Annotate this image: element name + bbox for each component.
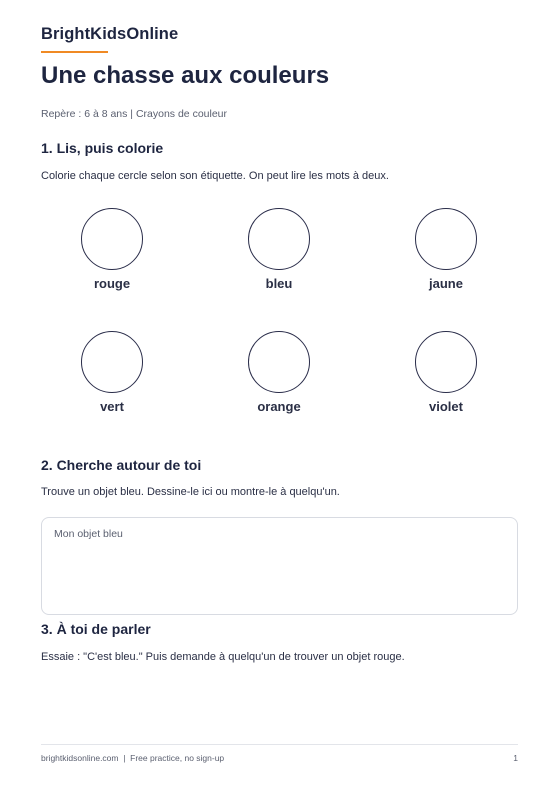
section-2-instructions: Trouve un objet bleu. Dessine-le ici ou montre-le à quelqu'un. <box>41 486 340 498</box>
color-circle-item <box>52 208 172 308</box>
footer-divider <box>41 744 518 745</box>
coloring-circle[interactable] <box>81 208 143 270</box>
circle-label: bleu <box>265 276 293 291</box>
color-circle-item <box>52 331 172 431</box>
coloring-circle[interactable] <box>248 331 310 393</box>
circle-label: vert <box>100 399 124 414</box>
circle-label: violet <box>429 399 463 414</box>
section-1-title: 1. Lis, puis colorie <box>41 140 164 156</box>
coloring-circle[interactable] <box>248 208 310 270</box>
section-3-instructions: Essaie : "C'est bleu." Puis demande à quelqu'un de trouver un objet rouge. <box>41 651 405 663</box>
page-meta: Repère : 6 à 8 ans | Crayons de couleur <box>41 108 228 120</box>
answer-box-label: Mon objet bleu <box>54 528 123 540</box>
section-2-title: 2. Cherche autour de toi <box>41 457 202 473</box>
drawing-answer-box[interactable] <box>41 517 518 615</box>
brand-accent-rule <box>41 51 108 53</box>
page-title: Une chasse aux couleurs <box>41 62 330 89</box>
coloring-circle[interactable] <box>415 208 477 270</box>
color-circle-item <box>219 208 339 308</box>
section-3-title: 3. À toi de parler <box>41 621 151 637</box>
page-number: 1 <box>513 753 518 763</box>
coloring-circle[interactable] <box>415 331 477 393</box>
color-circle-item <box>386 331 506 431</box>
color-circle-item <box>219 331 339 431</box>
footer-text: brightkidsonline.com | Free practice, no sign-up <box>41 753 225 763</box>
coloring-circle[interactable] <box>81 331 143 393</box>
circle-label: rouge <box>93 276 131 291</box>
circle-label: orange <box>257 399 301 414</box>
color-circle-item <box>386 208 506 308</box>
section-1-instructions: Colorie chaque cercle selon son étiquette. On peut lire les mots à deux. <box>41 170 389 182</box>
circle-label: jaune <box>429 276 463 291</box>
brand-name: BrightKidsOnline <box>41 25 179 43</box>
